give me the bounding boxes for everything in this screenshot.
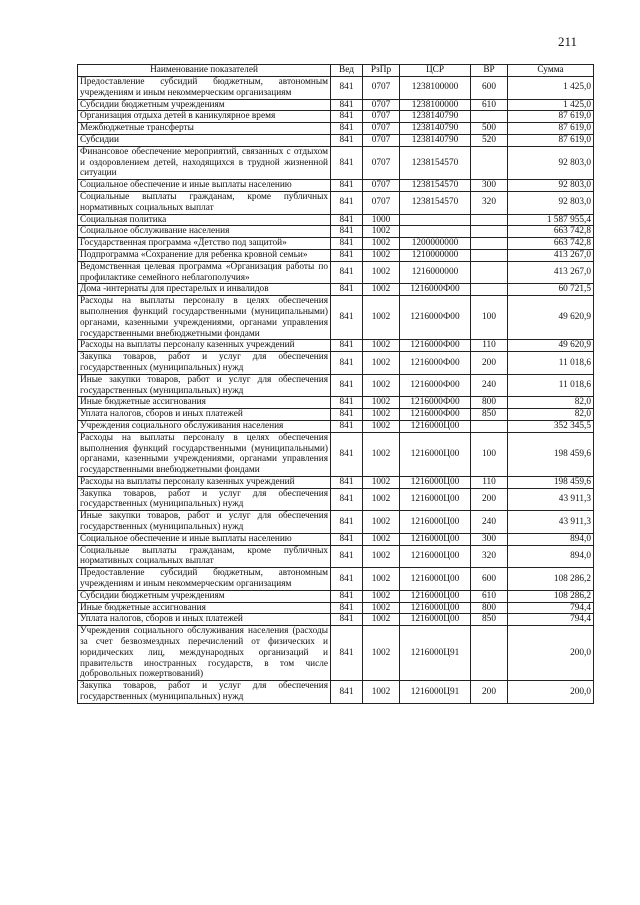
cell-sum: 794,4 [508, 602, 594, 614]
cell-sum: 894,0 [508, 545, 594, 568]
cell-sum: 108 286,2 [508, 590, 594, 602]
cell-name: Социальное обслуживание населения [78, 226, 331, 238]
cell-vr: 500 [471, 123, 508, 135]
cell-name: Социальные выплаты гражданам, кроме публичных нормативных социальных выплат [78, 191, 331, 214]
table-row [78, 226, 594, 238]
cell-csr: 1216000Ф00 [400, 340, 471, 352]
cell-name: Межбюджетные трансферты [78, 123, 331, 135]
cell-vr: 110 [471, 340, 508, 352]
cell-rzpr: 1002 [363, 420, 400, 432]
cell-ved: 841 [331, 511, 363, 534]
cell-csr: 1210000000 [400, 249, 471, 261]
cell-rzpr: 1000 [363, 214, 400, 226]
cell-rzpr: 1002 [363, 681, 400, 704]
cell-csr: 1216000Ф00 [400, 409, 471, 421]
cell-name: Расходы на выплаты персоналу в целях обеспечения выполнения функций государственными (муниципальными) органами, казенными учреждениями, органами управления государственными внебюджетными фондами [78, 432, 331, 476]
header-vr: ВР [471, 65, 508, 77]
cell-vr [471, 146, 508, 179]
cell-sum: 92 803,0 [508, 191, 594, 214]
cell-vr [471, 249, 508, 261]
cell-rzpr: 0707 [363, 99, 400, 111]
table-row [78, 590, 594, 602]
table-row [78, 614, 594, 626]
cell-sum: 200,0 [508, 681, 594, 704]
cell-ved: 841 [331, 626, 363, 681]
cell-name: Государственная программа «Детство под защитой» [78, 238, 331, 250]
cell-csr: 1216000Ф00 [400, 296, 471, 340]
table-row [78, 191, 594, 214]
cell-csr: 1200000000 [400, 238, 471, 250]
cell-rzpr: 1002 [363, 340, 400, 352]
cell-ved: 841 [331, 99, 363, 111]
cell-ved: 841 [331, 249, 363, 261]
cell-ved: 841 [331, 374, 363, 397]
table-row [78, 397, 594, 409]
cell-csr: 1216000Ц00 [400, 432, 471, 476]
cell-sum: 43 911,3 [508, 511, 594, 534]
cell-name: Ведомственная целевая программа «Организация работы по профилактике семейного неблагополучия» [78, 261, 331, 284]
cell-name: Социальное обеспечение и иные выплаты населению [78, 180, 331, 192]
cell-ved: 841 [331, 296, 363, 340]
cell-ved: 841 [331, 77, 363, 100]
cell-ved: 841 [331, 681, 363, 704]
table-row [78, 681, 594, 704]
cell-sum: 663 742,8 [508, 226, 594, 238]
cell-name: Иные бюджетные ассигнования [78, 397, 331, 409]
cell-vr: 200 [471, 352, 508, 375]
cell-name: Социальное обеспечение и иные выплаты населению [78, 533, 331, 545]
cell-rzpr: 1002 [363, 476, 400, 488]
cell-vr [471, 420, 508, 432]
cell-rzpr: 1002 [363, 249, 400, 261]
cell-name: Закупка товаров, работ и услуг для обеспечения государственных (муниципальных) нужд [78, 488, 331, 511]
cell-ved: 841 [331, 476, 363, 488]
cell-sum: 87 619,0 [508, 111, 594, 123]
cell-rzpr: 1002 [363, 626, 400, 681]
cell-rzpr: 1002 [363, 545, 400, 568]
table-row [78, 545, 594, 568]
cell-rzpr: 1002 [363, 238, 400, 250]
cell-sum: 1 425,0 [508, 99, 594, 111]
cell-name: Субсидии бюджетным учреждениям [78, 99, 331, 111]
cell-ved: 841 [331, 111, 363, 123]
cell-vr [471, 626, 508, 681]
table-row [78, 488, 594, 511]
cell-name: Дома -интернаты для престарелых и инвалидов [78, 284, 331, 296]
cell-ved: 841 [331, 284, 363, 296]
cell-rzpr: 0707 [363, 180, 400, 192]
cell-vr: 610 [471, 99, 508, 111]
cell-rzpr: 1002 [363, 533, 400, 545]
header-name: Наименование показателей [78, 65, 331, 77]
table-row [78, 409, 594, 421]
table-row [78, 432, 594, 476]
table-row [78, 602, 594, 614]
cell-vr [471, 238, 508, 250]
cell-sum: 200,0 [508, 626, 594, 681]
cell-csr: 1238140790 [400, 111, 471, 123]
cell-vr: 240 [471, 374, 508, 397]
cell-sum: 894,0 [508, 533, 594, 545]
cell-name: Закупка товаров, работ и услуг для обеспечения государственных (муниципальных) нужд [78, 352, 331, 375]
cell-ved: 841 [331, 397, 363, 409]
cell-csr: 1216000Ц00 [400, 568, 471, 591]
cell-vr: 610 [471, 590, 508, 602]
cell-csr: 1238140790 [400, 123, 471, 135]
cell-csr: 1216000Ф00 [400, 352, 471, 375]
cell-vr: 850 [471, 614, 508, 626]
cell-rzpr: 0707 [363, 123, 400, 135]
cell-sum: 11 018,6 [508, 374, 594, 397]
cell-ved: 841 [331, 409, 363, 421]
cell-ved: 841 [331, 420, 363, 432]
cell-vr: 320 [471, 545, 508, 568]
table-header-row [78, 65, 594, 77]
cell-rzpr: 1002 [363, 374, 400, 397]
cell-rzpr: 1002 [363, 568, 400, 591]
cell-vr: 100 [471, 432, 508, 476]
cell-csr: 1238100000 [400, 99, 471, 111]
cell-rzpr: 1002 [363, 409, 400, 421]
cell-sum: 1 425,0 [508, 77, 594, 100]
cell-rzpr: 0707 [363, 111, 400, 123]
cell-csr: 1216000Ц00 [400, 420, 471, 432]
cell-rzpr: 1002 [363, 226, 400, 238]
cell-rzpr: 1002 [363, 397, 400, 409]
cell-csr: 1238154570 [400, 191, 471, 214]
cell-sum: 11 018,6 [508, 352, 594, 375]
cell-vr [471, 111, 508, 123]
cell-vr [471, 261, 508, 284]
cell-rzpr: 1002 [363, 284, 400, 296]
cell-ved: 841 [331, 568, 363, 591]
cell-name: Расходы на выплаты персоналу казенных учреждений [78, 476, 331, 488]
cell-rzpr: 0707 [363, 191, 400, 214]
cell-sum: 352 345,5 [508, 420, 594, 432]
cell-vr: 240 [471, 511, 508, 534]
cell-csr: 1216000Ф00 [400, 284, 471, 296]
cell-rzpr: 1002 [363, 590, 400, 602]
cell-csr: 1216000Ц00 [400, 545, 471, 568]
table-row [78, 261, 594, 284]
cell-name: Социальные выплаты гражданам, кроме публичных нормативных социальных выплат [78, 545, 331, 568]
cell-name: Расходы на выплаты персоналу казенных учреждений [78, 340, 331, 352]
cell-sum: 198 459,6 [508, 476, 594, 488]
cell-rzpr: 1002 [363, 614, 400, 626]
cell-name: Подпрограмма «Сохранение для ребенка кровной семьи» [78, 249, 331, 261]
cell-ved: 841 [331, 545, 363, 568]
cell-vr: 520 [471, 134, 508, 146]
cell-rzpr: 0707 [363, 146, 400, 179]
cell-ved: 841 [331, 533, 363, 545]
table-row [78, 146, 594, 179]
cell-csr: 1216000000 [400, 261, 471, 284]
table-row [78, 123, 594, 135]
cell-vr: 320 [471, 191, 508, 214]
page-number: 211 [558, 34, 578, 49]
cell-name: Предоставление субсидий бюджетным, автономным учреждениям и иным некоммерческим организациям [78, 77, 331, 100]
cell-vr: 800 [471, 602, 508, 614]
cell-ved: 841 [331, 352, 363, 375]
table-row [78, 296, 594, 340]
cell-vr [471, 284, 508, 296]
table-row [78, 111, 594, 123]
table-body [78, 77, 594, 704]
cell-sum: 1 587 955,4 [508, 214, 594, 226]
table-row [78, 77, 594, 100]
cell-rzpr: 1002 [363, 511, 400, 534]
cell-sum: 49 620,9 [508, 340, 594, 352]
cell-name: Учреждения социального обслуживания населения (расходы за счет безвозмездных перечислений от физических и юридических лиц, международных организаций и правительств иностранных государств, в том числе добровольных пожертвований) [78, 626, 331, 681]
cell-csr: 1238100000 [400, 77, 471, 100]
cell-ved: 841 [331, 488, 363, 511]
cell-csr: 1216000Ц00 [400, 533, 471, 545]
budget-table [77, 64, 594, 704]
cell-name: Иные закупки товаров, работ и услуг для обеспечения государственных (муниципальных) нужд [78, 374, 331, 397]
cell-vr [471, 226, 508, 238]
cell-ved: 841 [331, 238, 363, 250]
cell-ved: 841 [331, 134, 363, 146]
cell-sum: 413 267,0 [508, 261, 594, 284]
cell-csr: 1216000Ц00 [400, 476, 471, 488]
cell-name: Иные бюджетные ассигнования [78, 602, 331, 614]
cell-vr: 100 [471, 296, 508, 340]
table-row [78, 180, 594, 192]
cell-vr: 300 [471, 533, 508, 545]
cell-rzpr: 1002 [363, 602, 400, 614]
cell-rzpr: 1002 [363, 432, 400, 476]
cell-rzpr: 1002 [363, 352, 400, 375]
table-row [78, 134, 594, 146]
cell-csr: 1216000Ц91 [400, 681, 471, 704]
cell-csr: 1216000Ф00 [400, 374, 471, 397]
cell-name: Закупка товаров, работ и услуг для обеспечения государственных (муниципальных) нужд [78, 681, 331, 704]
table-row [78, 352, 594, 375]
cell-sum: 198 459,6 [508, 432, 594, 476]
cell-name: Иные закупки товаров, работ и услуг для обеспечения государственных (муниципальных) нужд [78, 511, 331, 534]
table-row [78, 284, 594, 296]
cell-ved: 841 [331, 261, 363, 284]
cell-name: Организация отдыха детей в каникулярное время [78, 111, 331, 123]
cell-name: Финансовое обеспечение мероприятий, связанных с отдыхом и оздоровлением детей, находящихся в трудной жизненной ситуации [78, 146, 331, 179]
cell-sum: 60 721,5 [508, 284, 594, 296]
header-ved: Вед [331, 65, 363, 77]
cell-ved: 841 [331, 214, 363, 226]
cell-ved: 841 [331, 123, 363, 135]
cell-vr: 200 [471, 681, 508, 704]
table-row [78, 476, 594, 488]
cell-rzpr: 1002 [363, 296, 400, 340]
cell-name: Расходы на выплаты персоналу в целях обеспечения выполнения функций государственными (муниципальными) органами, казенными учреждениями, органами управления государственными внебюджетными фондами [78, 296, 331, 340]
cell-name: Субсидии [78, 134, 331, 146]
cell-vr: 200 [471, 488, 508, 511]
cell-csr [400, 214, 471, 226]
cell-csr: 1216000Ц00 [400, 590, 471, 602]
cell-csr: 1216000Ц91 [400, 626, 471, 681]
cell-name: Социальная политика [78, 214, 331, 226]
cell-ved: 841 [331, 180, 363, 192]
cell-sum: 82,0 [508, 397, 594, 409]
cell-sum: 49 620,9 [508, 296, 594, 340]
cell-vr: 850 [471, 409, 508, 421]
table-row [78, 420, 594, 432]
table-row [78, 626, 594, 681]
cell-rzpr: 1002 [363, 261, 400, 284]
cell-sum: 663 742,8 [508, 238, 594, 250]
cell-name: Уплата налогов, сборов и иных платежей [78, 409, 331, 421]
cell-ved: 841 [331, 590, 363, 602]
cell-ved: 841 [331, 614, 363, 626]
cell-csr: 1216000Ц00 [400, 488, 471, 511]
cell-ved: 841 [331, 226, 363, 238]
cell-rzpr: 0707 [363, 77, 400, 100]
cell-sum: 87 619,0 [508, 123, 594, 135]
table-row [78, 99, 594, 111]
cell-ved: 841 [331, 191, 363, 214]
table-row [78, 214, 594, 226]
cell-sum: 82,0 [508, 409, 594, 421]
cell-csr: 1238154570 [400, 146, 471, 179]
table-row [78, 340, 594, 352]
table-row [78, 238, 594, 250]
cell-sum: 794,4 [508, 614, 594, 626]
cell-sum: 92 803,0 [508, 180, 594, 192]
cell-csr: 1216000Ц00 [400, 614, 471, 626]
cell-sum: 108 286,2 [508, 568, 594, 591]
header-rzpr: РзПр [363, 65, 400, 77]
cell-ved: 841 [331, 432, 363, 476]
cell-vr: 300 [471, 180, 508, 192]
table-row [78, 511, 594, 534]
header-sum: Сумма [508, 65, 594, 77]
cell-sum: 87 619,0 [508, 134, 594, 146]
cell-name: Уплата налогов, сборов и иных платежей [78, 614, 331, 626]
cell-name: Предоставление субсидий бюджетным, автономным учреждениям и иным некоммерческим организациям [78, 568, 331, 591]
cell-vr [471, 214, 508, 226]
cell-ved: 841 [331, 146, 363, 179]
cell-name: Субсидии бюджетным учреждениям [78, 590, 331, 602]
cell-vr: 600 [471, 568, 508, 591]
cell-name: Учреждения социального обслуживания населения [78, 420, 331, 432]
cell-vr: 110 [471, 476, 508, 488]
table-row [78, 374, 594, 397]
table-row [78, 249, 594, 261]
cell-vr: 600 [471, 77, 508, 100]
cell-rzpr: 0707 [363, 134, 400, 146]
cell-rzpr: 1002 [363, 488, 400, 511]
header-csr: ЦСР [400, 65, 471, 77]
cell-sum: 43 911,3 [508, 488, 594, 511]
cell-csr: 1238140790 [400, 134, 471, 146]
cell-csr: 1216000Ц00 [400, 602, 471, 614]
cell-sum: 413 267,0 [508, 249, 594, 261]
cell-csr: 1216000Ц00 [400, 511, 471, 534]
table-row [78, 533, 594, 545]
cell-csr: 1216000Ф00 [400, 397, 471, 409]
cell-csr [400, 226, 471, 238]
cell-csr: 1238154570 [400, 180, 471, 192]
cell-ved: 841 [331, 340, 363, 352]
cell-sum: 92 803,0 [508, 146, 594, 179]
cell-ved: 841 [331, 602, 363, 614]
table-row [78, 568, 594, 591]
cell-vr: 800 [471, 397, 508, 409]
